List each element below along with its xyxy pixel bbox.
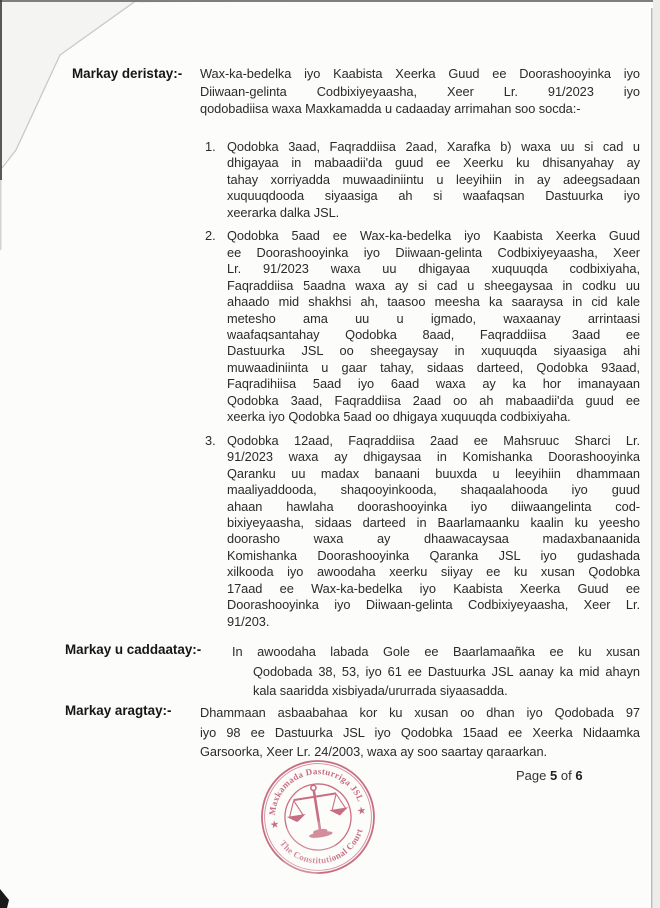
fold-crease-line-2 <box>137 0 290 2</box>
of-word: of <box>560 768 572 783</box>
text-line: Qodobka 5aad ee Wax-ka-bedelka iyo Kaabista Xeerka Guud <box>227 228 640 244</box>
text-line: waafaqsantahay Qodobka 8aad, Faqraddiisa 3aad ee <box>227 326 640 342</box>
text-line: Wax-ka-bedelka iyo Kaabista Xeerka Guud ee Doorashooyinka iyo <box>200 66 640 81</box>
caddaatay-paragraph <box>232 642 640 701</box>
star-icon: ★ <box>356 805 367 817</box>
constitutional-court-stamp <box>258 757 378 877</box>
text-line: 91/203. <box>227 613 270 629</box>
text-line: ahaado mid shakhsi ah, taasoo meesha ka saaraysa in cid kale <box>227 294 640 310</box>
text-line: 91/2023 waxa ay dhigaysaa in Komishanka Doorashooyinka <box>227 449 640 465</box>
heading-markay-deristay: Markay deristay:- <box>72 66 183 81</box>
text-line: Qodobada 38, 53, iyo 61 ee Dastuurka JSL aanay ka mid ahayn <box>253 663 640 679</box>
list-item-number: 1. <box>205 139 216 154</box>
text-line: Qodobka 3aad, Faqraddiisa 2aad oo ah mabaadii'da guud ee <box>227 392 640 408</box>
list-item-number: 2. <box>205 228 216 244</box>
text-line: In awoodaha labada Gole ee Baarlamaañka ee ku xusan <box>232 644 640 659</box>
text-line: 17aad ee Wax-ka-bedelka iyo Kaabista Xeerka Guud ee <box>227 580 640 596</box>
text-line: dhigayaa in mabaadii'da guud ee Xeerku ku dhisanyahay ay <box>227 155 640 171</box>
text-line: Faqraddiisa 5aadna waxa ay si cad u sheegaysaa in codku uu <box>227 277 640 293</box>
text-line: Qaranku uu madax banaani buuxda u leeyihiin dhammaan <box>227 465 640 481</box>
text-line: ahaan hawlaha doorashooyinka iyo diiwaangelinta cod- <box>227 498 640 514</box>
aragtay-paragraph <box>200 703 640 762</box>
bottom-left-mark <box>0 889 9 908</box>
text-line: xeerarka dalka JSL. <box>227 204 340 220</box>
text-line: muwaadiniinta u gaar tahay, sidaas darteed, Qodobka 93aad, <box>227 359 640 375</box>
list-item <box>205 139 640 221</box>
list-item <box>205 433 640 630</box>
text-line: Doorashooyinka iyo Diiwaan-gelinta Codbixiyeyaasha, Xeer Lr. <box>227 597 640 613</box>
heading-markay-aragtay: Markay aragtay:- <box>65 703 172 718</box>
page-right-edge <box>651 8 653 908</box>
page-number: 5 <box>550 768 558 783</box>
text-line: ee Doorashooyinka iyo Diiwaan-gelinta Codbixiyeyaasha, Xeer <box>227 244 640 260</box>
text-line: Diiwaan-gelinta Codbixiyeyaasha, Xeer Lr. 91/2023 iyo <box>200 83 640 99</box>
text-line: Qodobka 3aad, Faqraddiisa 2aad, Xarafka b) waxa uu si cad u <box>227 139 640 154</box>
text-line: Lr. 91/2023 waxa uu dhigayaa xuquuqda codbixiyaha, <box>227 261 640 277</box>
text-line: xilkooda iyo awoodaha xeerku siiyay ee ku xusan Qodobka <box>227 564 640 580</box>
folded-corner-shading <box>0 0 137 168</box>
text-line: kala saaridda xisbiyada/ururrada siyaasadda. <box>253 683 508 699</box>
text-line: Garsoorka, Xeer Lr. 24/2003, waxa ay soo saartay qaraarkan. <box>200 744 548 760</box>
text-line: xuquuqdooda siyaasiga ah si waafaqsan Dastuurka iyo <box>227 188 640 204</box>
text-line: doorasho waxa ay dhaawacaysaa madaxbanaanida <box>227 531 640 547</box>
text-line: Dhammaan asbaabahaa kor ku xusan oo dhan iyo Qodobada 97 <box>200 705 640 720</box>
stamp-bottom-text: The Constitutional Court <box>277 827 365 866</box>
text-line: Qodobka 12aad, Faqraddiisa 2aad ee Mahsruuc Sharci Lr. <box>227 432 640 448</box>
text-line: tahay xorriyadda muwaadiniintu u leeyihiin in ay adeegsadaan <box>227 171 640 187</box>
text-line: Komishanka Doorashooyinka Qaranka JSL iyo gudashada <box>227 547 640 563</box>
text-line: iyo 98 ee Dastuurka JSL iyo Qodobka 15aad ee Xeerka Nidaamka <box>200 724 640 740</box>
text-line: Dastuurka JSL oo sheegaysay in xuquuqda siyaasiga ahi <box>227 343 640 359</box>
text-line: bixiyeyaasha, sidaas darteed in Baarlamaanku kaalin ku yeesho <box>227 514 640 530</box>
page-left-edge <box>0 0 2 180</box>
text-line: xeerka iyo Qodobka 5aad oo dhigaya xuquuqda codbixiyaha. <box>227 409 571 425</box>
fold-crease-line <box>2 0 137 168</box>
text-line: maaliyaddooda, shaqooyinkooda, shaqaalahooda iyo guud <box>227 482 640 498</box>
star-icon: ★ <box>269 818 280 830</box>
total-pages: 6 <box>575 768 583 783</box>
page-top-edge <box>0 0 660 2</box>
page-left-edge-faint <box>0 180 2 250</box>
text-line: metesho ama uu u igmado, waxaanay arrintaasi <box>227 310 640 326</box>
stamp-ink-fade <box>276 815 340 877</box>
list-item <box>205 228 640 425</box>
deristay-intro-paragraph <box>200 65 640 118</box>
heading-markay-u-caddaatay: Markay u caddaatay:- <box>65 642 202 657</box>
text-line: qodobadiisa waxa Maxkamadda u cadaaday arrimahan soo socda:- <box>200 101 581 117</box>
findings-list <box>205 139 640 637</box>
page-word: Page <box>516 768 547 783</box>
page-right-margin <box>653 0 660 908</box>
stamp-top-text: Maxkamada Dasturriga JSL <box>266 766 366 816</box>
text-line: Faqradihiisa 5aad iyo 6aad waxa ay ka hor imanayaan <box>227 376 640 392</box>
page-indicator <box>516 768 583 783</box>
list-item-number: 3. <box>205 432 216 448</box>
